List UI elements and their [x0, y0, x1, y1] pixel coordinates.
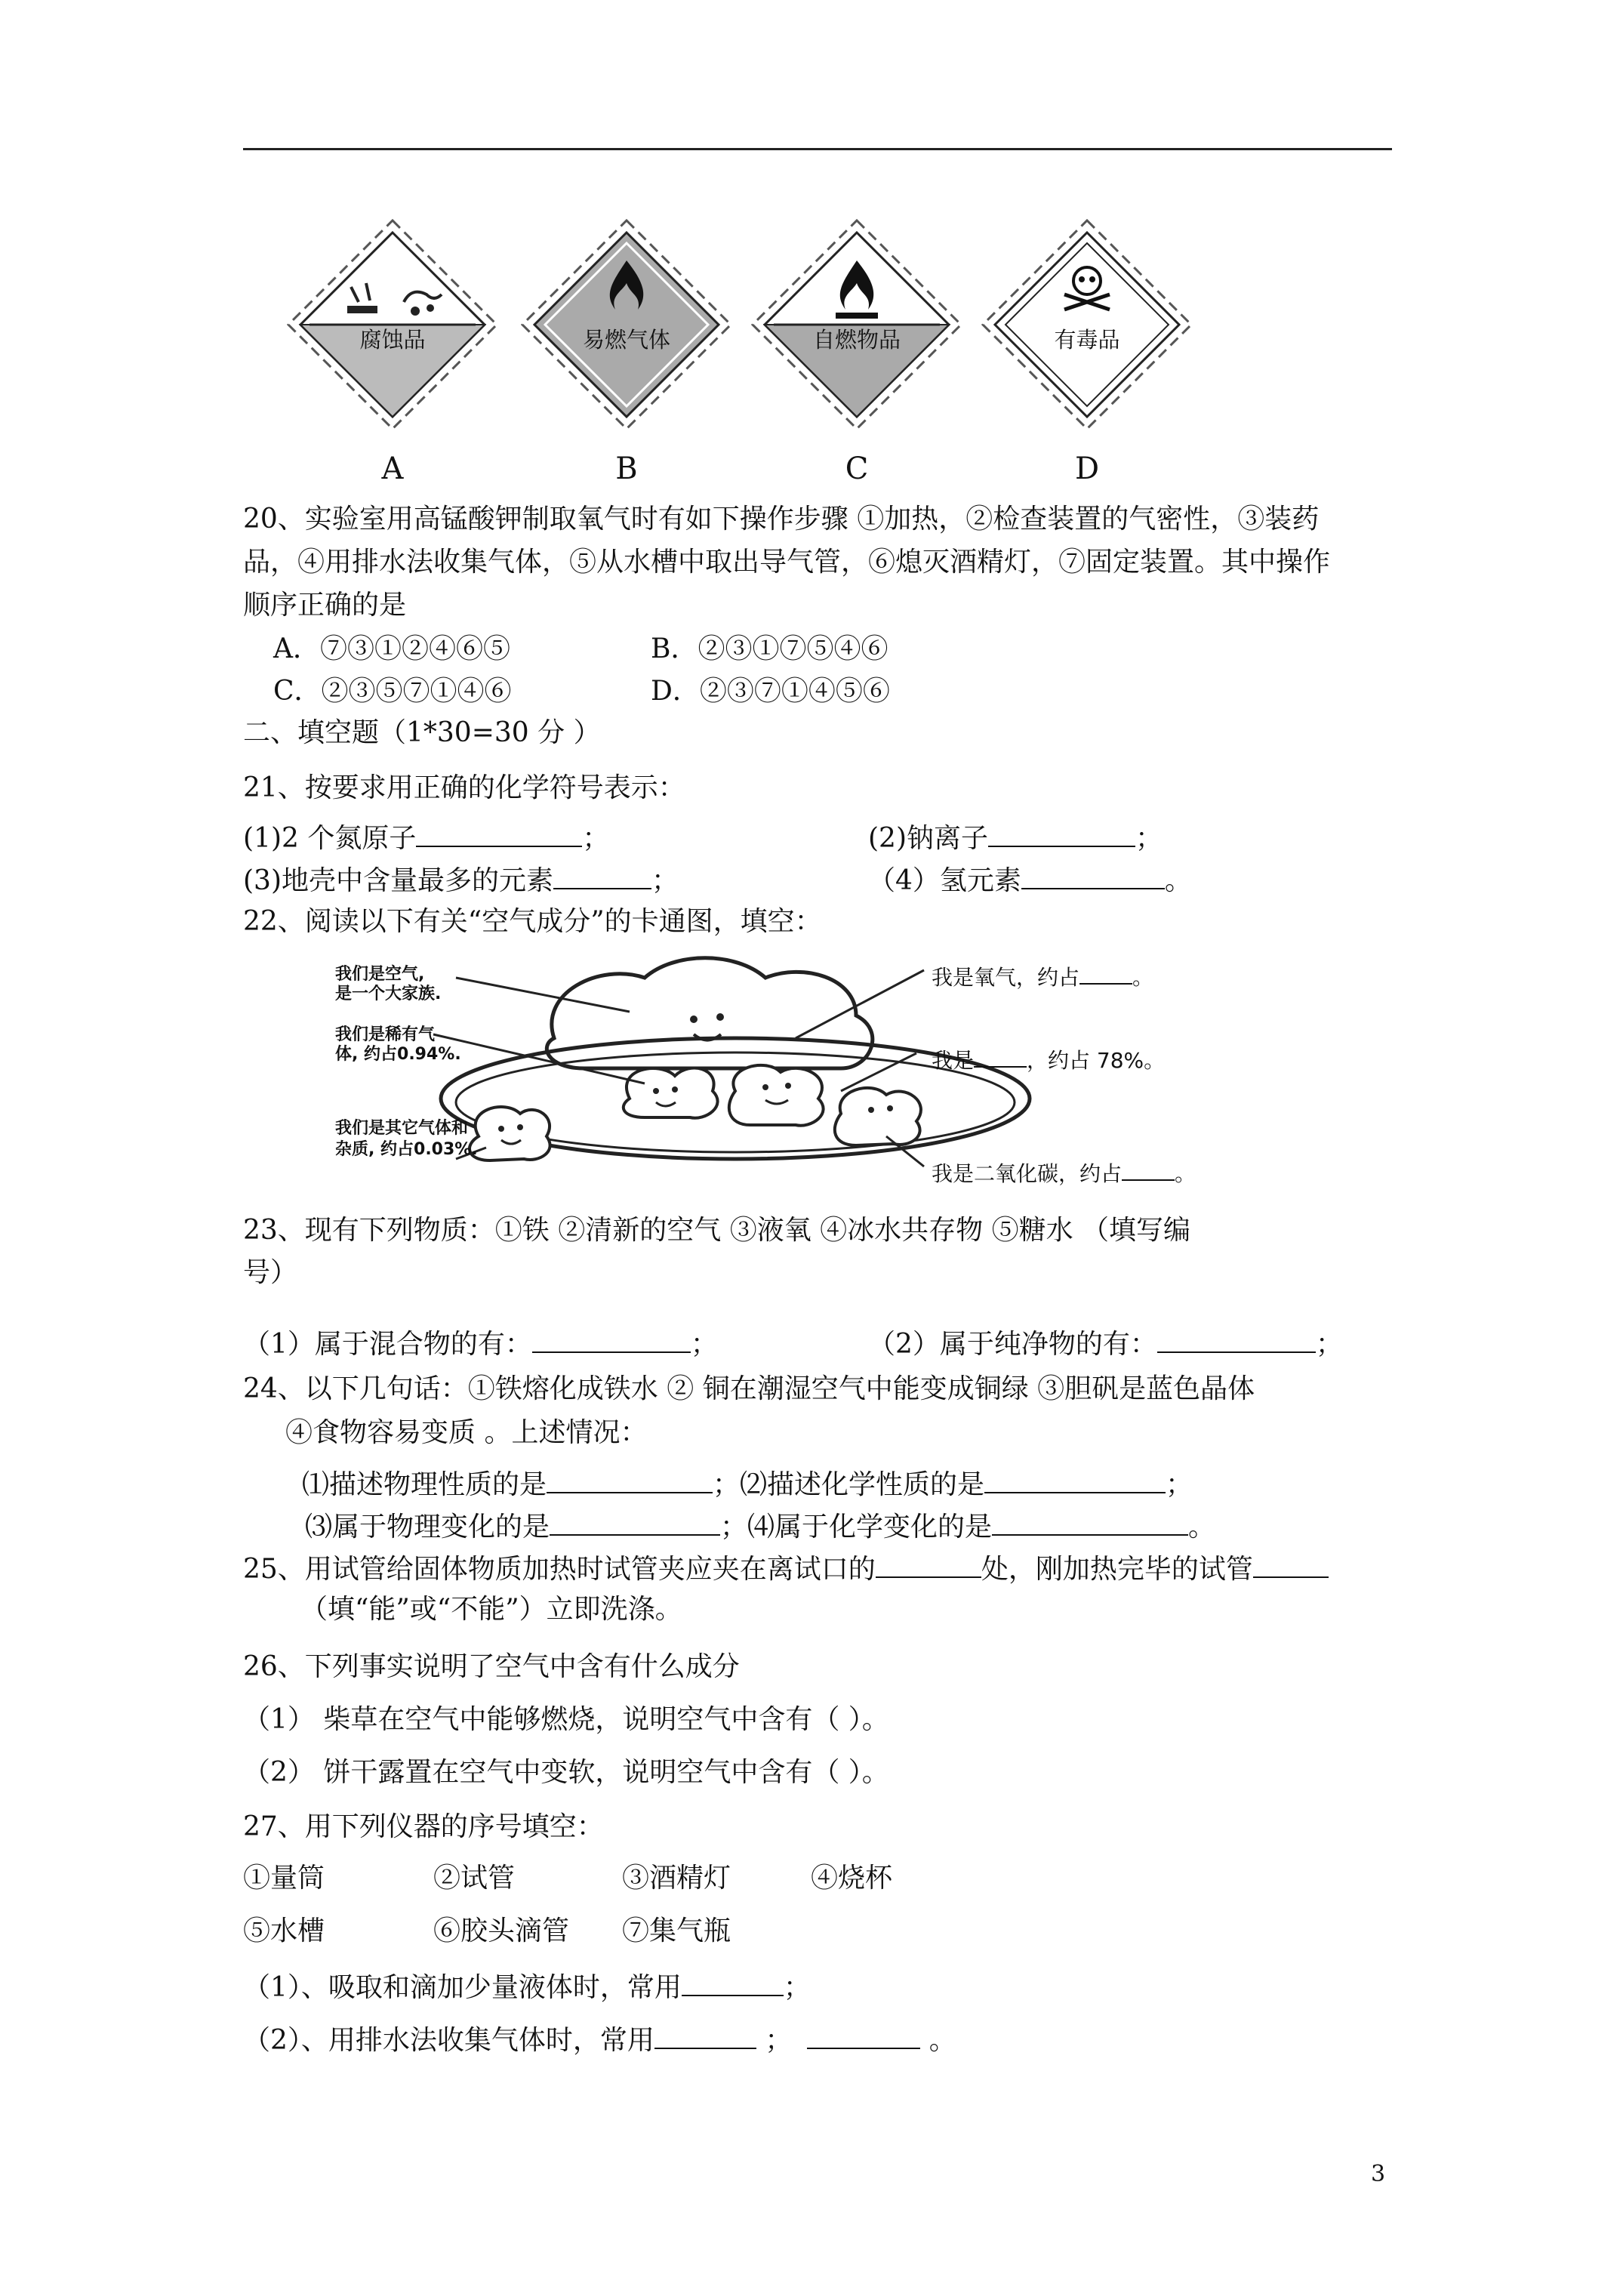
answer-blank[interactable]: [1021, 865, 1165, 889]
page-number: 3: [1371, 2161, 1386, 2187]
sign-label-a: 腐蚀品: [359, 327, 426, 353]
q27-instrument: ①量筒: [243, 1863, 325, 1894]
answer-blank[interactable]: [876, 1554, 981, 1578]
q21-item-2: [868, 823, 1163, 852]
q21-item-3-label: (3)地壳中含量最多的元素: [243, 865, 553, 896]
q20-option-c: C．②③⑤⑦①④⑥: [273, 676, 512, 707]
answer-blank[interactable]: [1079, 966, 1132, 985]
q26-item-1: （1） 柴草在空气中能够燃烧，说明空气中含有（ ）。: [243, 1704, 889, 1735]
q20-option-d: D．②③⑦①④⑤⑥: [651, 676, 890, 707]
answer-blank[interactable]: [1122, 1163, 1175, 1181]
cartoon-co2-label: [932, 1157, 1196, 1188]
q25-line2: （填“能”或“不能”）立即洗涤。: [300, 1594, 682, 1625]
punct: 。: [1188, 1512, 1216, 1542]
nitrogen-text-a: 我是: [932, 1048, 975, 1073]
nitrogen-text-b: ，约占 78%。: [1027, 1048, 1166, 1073]
cartoon-air-label-2: 是一个大家族.: [335, 985, 442, 1003]
sign-letter-b: B: [615, 451, 638, 486]
q27-item-1: [243, 1972, 811, 2002]
q24-item-3: [305, 1512, 1215, 1541]
punct: ；: [1166, 1469, 1193, 1500]
punct: ；: [756, 2025, 793, 2056]
q27-item-2-label: （2）、用排水法收集气体时，常用: [243, 2025, 654, 2056]
q24-item-4-label: ⑷属于化学变化的是: [747, 1512, 993, 1542]
sign-letter-c: C: [845, 451, 869, 486]
answer-blank[interactable]: [1253, 1554, 1329, 1578]
q23-item-1-label: （1）属于混合物的有：: [243, 1329, 532, 1360]
air-composition-cartoon: [313, 948, 1205, 1189]
sign-c: [744, 211, 970, 486]
answer-blank[interactable]: [532, 1329, 691, 1353]
q27-instrument: ⑤水槽: [243, 1915, 325, 1946]
q27-item-1-label: （1）、吸取和滴加少量液体时，常用: [243, 1972, 682, 2003]
q23-title: 23、现有下列物质：①铁 ②清新的空气 ③液氧 ④冰水共存物 ⑤糖水 （填写编: [243, 1215, 1191, 1246]
answer-blank[interactable]: [416, 823, 582, 847]
q23-item-1: [243, 1329, 718, 1358]
q22-title: 22、阅读以下有关“空气成分”的卡通图，填空：: [243, 906, 822, 937]
q27-title: 27、用下列仪器的序号填空：: [243, 1811, 604, 1842]
co2-text: 我是二氧化碳，约占: [932, 1161, 1123, 1186]
q20-line2: 品，④用排水法收集气体，⑤从水槽中取出导气管，⑥熄灭酒精灯，⑦固定装置。其中操作: [243, 547, 1331, 578]
q24-item-1: [302, 1469, 1193, 1499]
punct: ；: [651, 865, 679, 896]
sign-label-d: 有毒品: [1054, 327, 1120, 353]
q21-item-4: [868, 865, 1192, 895]
answer-blank[interactable]: [984, 1469, 1166, 1493]
q24-item-3-label: ⑶属于物理变化的是: [305, 1512, 550, 1542]
punct: ；: [720, 1512, 748, 1542]
answer-blank[interactable]: [553, 865, 651, 889]
cartoon-noble-label-1: 我们是稀有气: [335, 1025, 436, 1044]
q21-item-3: [243, 865, 679, 895]
q27-instrument: ②试管: [433, 1863, 516, 1894]
q27-item-2: [243, 2025, 956, 2054]
punct: ；: [783, 1972, 811, 2003]
answer-blank[interactable]: [1157, 1329, 1316, 1353]
q21-item-4-label: （4）氢元素: [868, 865, 1021, 896]
punct: ；: [1315, 1329, 1343, 1360]
q23-item-2-label: （2）属于纯净物的有：: [868, 1329, 1157, 1360]
q21-item-1-label: (1)2 个氮原子: [243, 823, 417, 854]
sign-d: [974, 211, 1200, 486]
answer-blank[interactable]: [992, 1512, 1188, 1536]
q27-instrument: ③酒精灯: [622, 1863, 731, 1894]
cartoon-nitrogen-label: [932, 1044, 1165, 1074]
cartoon-noble-label-2: 体, 约占0.94%.: [335, 1045, 461, 1064]
q21-item-2-label: (2)钠离子: [868, 823, 988, 854]
q27-instrument: ⑦集气瓶: [622, 1915, 731, 1946]
q24-title: 24、以下几句话：①铁熔化成铁水 ② 铜在潮湿空气中能变成铜绿 ③胆矾是蓝色晶体: [243, 1373, 1255, 1404]
punct: 。: [1132, 965, 1154, 990]
q24-item-1-label: ⑴描述物理性质的是: [302, 1469, 547, 1500]
q20-line1: 20、实验室用高锰酸钾制取氧气时有如下操作步骤 ①加热，②检查装置的气密性，③装药: [243, 504, 1320, 535]
q23-title-cont: 号）: [243, 1257, 298, 1288]
header-rule: [243, 148, 1392, 150]
punct: ；: [713, 1469, 741, 1500]
q25-line1: [243, 1554, 1329, 1583]
punct: ；: [1135, 823, 1163, 854]
q25-text-a: 25、用试管给固体物质加热时试管夹应夹在离试口的: [243, 1554, 876, 1585]
answer-blank[interactable]: [988, 823, 1135, 847]
sign-label-c: 自燃物品: [812, 327, 901, 353]
q25-text-b: 处，刚加热完毕的试管: [981, 1554, 1253, 1585]
punct: 。: [1175, 1161, 1196, 1186]
sign-letter-a: A: [381, 451, 404, 486]
punct: ；: [690, 1329, 718, 1360]
answer-blank[interactable]: [682, 1972, 784, 1996]
q23-item-2: [868, 1329, 1343, 1358]
sign-b: [513, 211, 740, 486]
q21-item-1: [243, 823, 609, 852]
punct: ；: [582, 823, 610, 854]
answer-blank[interactable]: [974, 1049, 1027, 1068]
q26-title: 26、下列事实说明了空气中含有什么成分: [243, 1651, 740, 1682]
punct: 。: [920, 2025, 956, 2056]
q27-instrument: ⑥胶头滴管: [433, 1915, 570, 1946]
cartoon-air-label-1: 我们是空气,: [335, 965, 425, 984]
q20-line3: 顺序正确的是: [243, 590, 407, 621]
hazard-signs: [279, 211, 1185, 498]
answer-blank[interactable]: [550, 1512, 720, 1536]
answer-blank[interactable]: [547, 1469, 713, 1493]
sign-label-b: 易燃气体: [582, 327, 670, 353]
sign-letter-d: D: [1074, 451, 1100, 486]
cartoon-other-label-2: 杂质, 约占0.03%.: [335, 1140, 478, 1159]
answer-blank[interactable]: [654, 2025, 756, 2049]
cartoon-oxygen-label: [932, 961, 1153, 991]
sign-a: [279, 211, 506, 486]
q24-title-cont: ④食物容易变质 。上述情况：: [285, 1417, 648, 1448]
section-heading: 二、填空题（1*30=30 分 ）: [243, 717, 601, 748]
q27-instrument: ④烧杯: [811, 1863, 893, 1894]
q26-item-2: （2） 饼干露置在空气中变软，说明空气中含有（ ）。: [243, 1757, 889, 1788]
answer-blank[interactable]: [807, 2025, 920, 2049]
oxygen-text: 我是氧气，约占: [932, 965, 1080, 990]
q20-option-b: B．②③①⑦⑤④⑥: [651, 633, 888, 664]
punct: 。: [1164, 865, 1192, 896]
q20-option-a: A．⑦③①②④⑥⑤: [273, 633, 510, 664]
cartoon-other-label-1: 我们是其它气体和: [335, 1119, 469, 1138]
q24-item-2-label: ⑵描述化学性质的是: [740, 1469, 985, 1500]
q21-title: 21、按要求用正确的化学符号表示：: [243, 772, 685, 803]
